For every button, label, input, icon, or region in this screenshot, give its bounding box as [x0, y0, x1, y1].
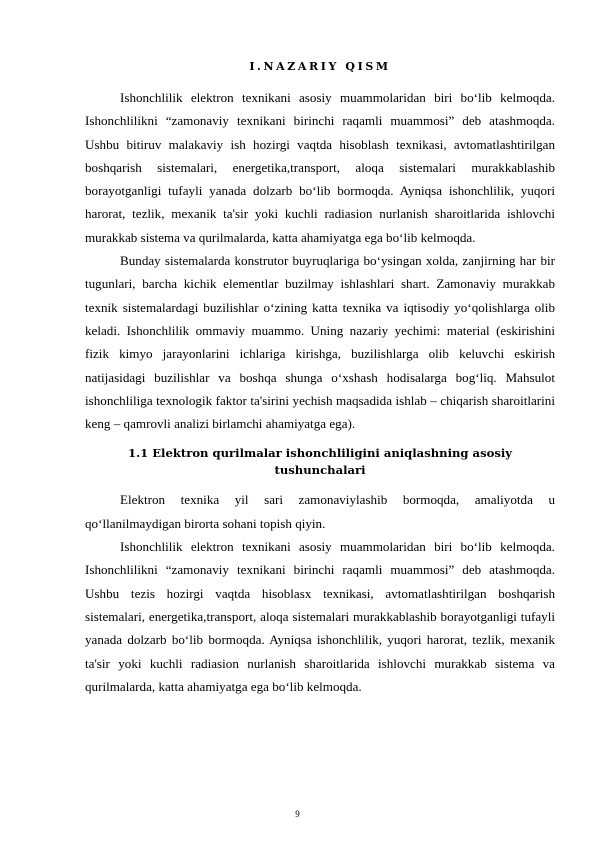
subsection-heading: 1.1 Elektron qurilmalar ishonchliligini aniqlashning asosiy tushunchalari: [128, 446, 512, 478]
page-content: [85, 54, 555, 698]
paragraph-4: Ishonchlilik elektron texnikani asosiy muammolaridan biri bo‘lib kelmoqda. Ishonchlilikni “zamonaviy texnikani birinchi raqamli muammosi” deb atashmoqda. Ushbu tezis hozirgi vaqtda hisoblasx texnikasi, avtomatlashtirilgan boshqarish sistemalari, energetika,transport, aloqa sistemalari murakkablashib borayotganligi tufayli yanada dolzarb bo‘lib bormoqda. Ayniqsa ishonchlilik, yuqori harorat, tezlik, mexanik ta'sir yoki kuchli radiasion nurlanish sharoitlarida ishlovchi murakkab sistema va qurilmalarda, katta ahamiyatga ega bo‘lib kelmoqda.: [85, 539, 555, 694]
page-number: 9: [295, 809, 300, 819]
paragraph-3: Elektron texnika yil sari zamonaviylashib bormoqda, amaliyotda u qo‘llanilmaydigan birorta sohani topish qiyin.: [85, 492, 555, 531]
section-title: I.NAZARIY QISM: [249, 60, 391, 73]
paragraph-1: Ishonchlilik elektron texnikani asosiy muammolaridan biri bo‘lib kelmoqda. Ishonchlilikni “zamonaviy texnikani birinchi raqamli muammosi” deb atashmoqda. Ushbu bitiruv malakaviy ish hozirgi vaqtda hisoblash texnikasi, avtomatlashtirilgan boshqarish sistemalari, energetika,transport, aloqa sistemalari murakkablashib borayotganligi tufayli yanada dolzarb bo‘lib bormoqda. Ayniqsa ishonchlilik, yuqori harorat, tezlik, mexanik ta'sir yoki kuchli radiasion nurlanish sharoitlarida ishlovchi murakkab sistema va qurilmalarda, katta ahamiyatga ega bo‘lib kelmoqda.: [85, 90, 555, 245]
paragraph-2: Bunday sistemalarda konstrutor buyruqlariga bo‘ysingan xolda, zanjirning har bir tugunlari, barcha kichik elementlar buzilmay ishlashlari shart. Zamonaviy murakkab texnik sistemalardagi buzilishlar o‘zining katta texnika va iqtisodiy yo‘qolishlarga olib keladi. Ishonchlilik ommaviy muammo. Uning nazariy yechimi: material (eskirishini fizik kimyo jarayonlarini ichlariga kirishga, buzilishlarga olib keluvchi eskirish natijasidagi buzilishlar va boshqa shunga o‘xshash hodisalarga bog‘liq. Mahsulot ishonchliliga texnologik faktor ta'sirini yechish maqsadida ishlab – chiqarish sharoitlarini keng – qamrovli analizi birlamchi ahamiyatga ega).: [85, 253, 555, 432]
